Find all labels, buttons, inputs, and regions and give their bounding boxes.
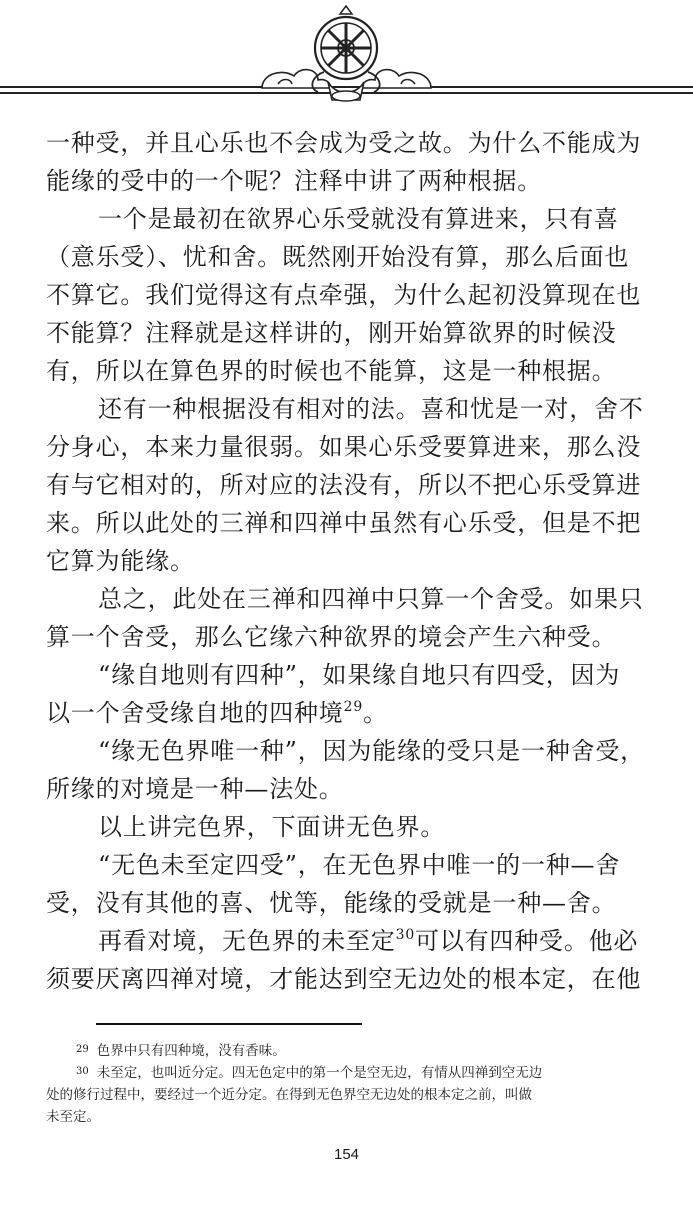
- footnote-number: 30: [76, 1066, 89, 1077]
- body-line: 有，所以在算色界的时候也不能算，这是一种根据。: [46, 357, 617, 385]
- footnote-29: [46, 1040, 656, 1062]
- body-line: 分身心，本来力量很弱。如果心乐受要算进来，那么没: [46, 433, 642, 461]
- body-line: 它算为能缘。: [46, 547, 195, 575]
- body-line: 一个是最初在欲界心乐受就没有算进来，只有喜: [98, 205, 619, 233]
- footnote-text: 色界中只有四种境，没有香味。: [96, 1043, 286, 1059]
- body-line: 不算它。我们觉得这有点牵强，为什么起初没算现在也: [46, 281, 642, 309]
- page-number: 154: [333, 1146, 360, 1163]
- body-line-text: 以一个舍受缘自地的四种境: [46, 699, 344, 727]
- footnote-ref-29[interactable]: 29: [343, 699, 364, 715]
- body-line: “无色未至定四受”，在无色界中唯一的一种—舍: [98, 851, 621, 879]
- header-ornament-svg: [0, 0, 693, 110]
- body-line: 还有一种根据没有相对的法。喜和忧是一对，舍不: [98, 395, 644, 423]
- body-line: 受，没有其他的喜、忧等，能缘的受就是一种—舍。: [46, 889, 617, 917]
- body-line: 来。所以此处的三禅和四禅中虽然有心乐受，但是不把: [46, 509, 642, 537]
- footnote-divider: [96, 1023, 362, 1025]
- footnote-30-continued: 未至定。: [46, 1109, 100, 1125]
- footnote-30-continued: 处的修行过程中，要经过一个近分定。在得到无色界空无边处的根本定之前，叫做: [46, 1087, 532, 1103]
- body-line: 算一个舍受，那么它缘六种欲界的境会产生六种受。: [46, 623, 617, 651]
- body-text: [46, 124, 654, 998]
- body-line: [46, 694, 654, 732]
- page-header-ornament: [0, 0, 693, 110]
- body-line-text: 再看对境，无色界的未至定: [98, 927, 396, 955]
- body-line: 不能算？注释就是这样讲的，刚开始算欲界的时候没: [46, 319, 617, 347]
- footnote-number: 29: [76, 1044, 89, 1055]
- footnote-30: [46, 1062, 656, 1084]
- body-line: “缘自地则有四种”，如果缘自地只有四受，因为: [98, 661, 621, 689]
- footnote-ref-30[interactable]: 30: [395, 927, 416, 943]
- body-line: 所缘的对境是一种—法处。: [46, 775, 344, 803]
- body-line: 有与它相对的，所对应的法没有，所以不把心乐受算进: [46, 471, 642, 499]
- body-line: “缘无色界唯一种”，因为能缘的受只是一种舍受，: [98, 737, 645, 765]
- body-line: 以上讲完色界，下面讲无色界。: [98, 813, 446, 841]
- body-line-tail: 。: [363, 699, 388, 727]
- footnotes: [46, 1040, 656, 1128]
- body-line: 一种受，并且心乐也不会成为受之故。为什么不能成为: [46, 129, 642, 157]
- body-line: 能缘的受中的一个呢？注释中讲了两种根据。: [46, 167, 542, 195]
- body-line: [46, 922, 654, 960]
- body-line-text: 可以有四种受。他必: [415, 927, 639, 955]
- body-line: 须要厌离四禅对境，才能达到空无边处的根本定，在他: [46, 965, 642, 993]
- body-line: 总之，此处在三禅和四禅中只算一个舍受。如果只: [98, 585, 644, 613]
- footnote-text: 未至定，也叫近分定。四无色定中的第一个是空无边，有情从四禅到空无边: [96, 1065, 543, 1081]
- body-line: （意乐受）、忧和舍。既然刚开始没有算，那么后面也: [46, 243, 630, 271]
